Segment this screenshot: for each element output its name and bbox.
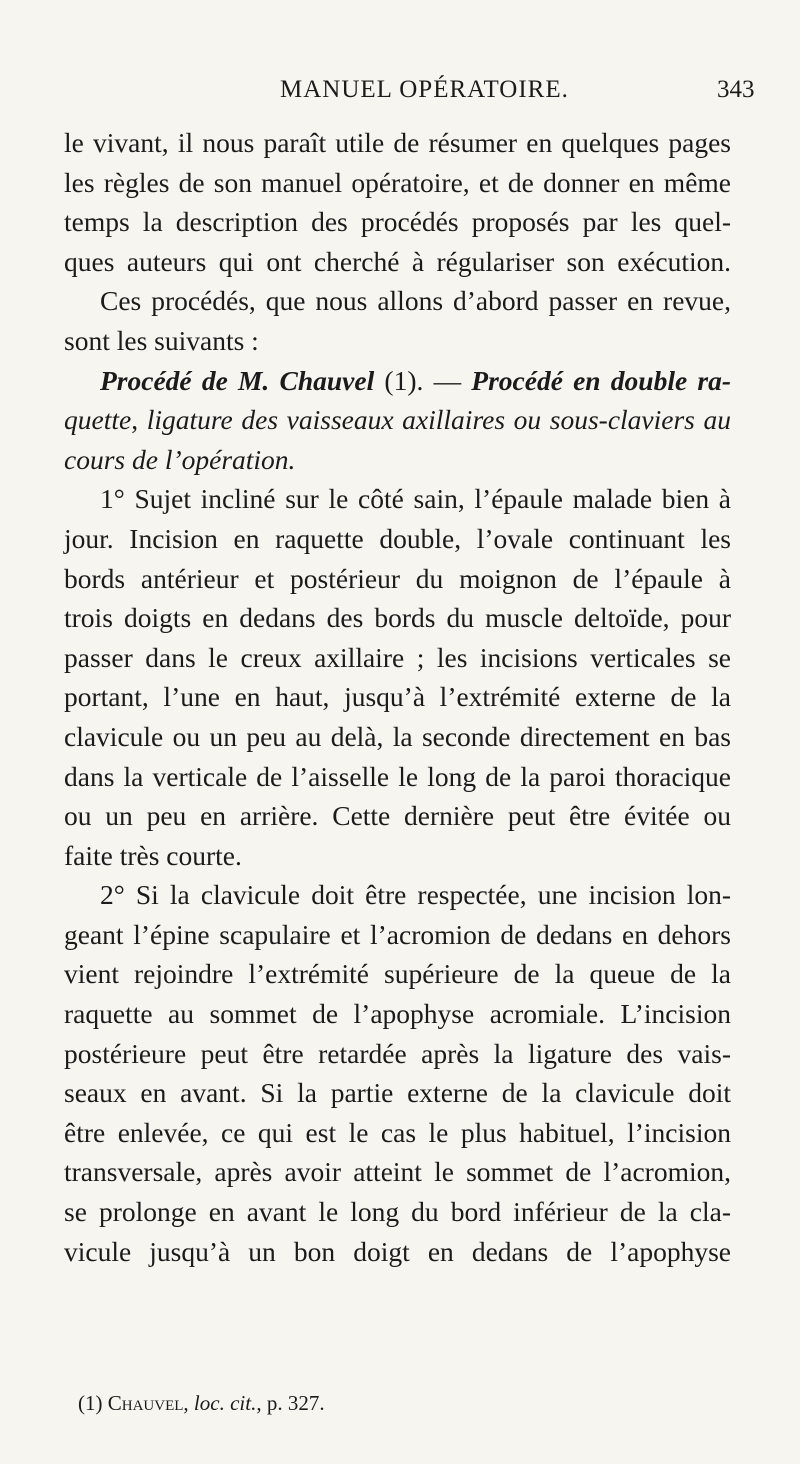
footnote — [78, 1388, 325, 1418]
text-line: seaux en avant. Si la partie externe de la clavicule doit — [64, 1077, 731, 1109]
text-line: passer dans le creux axillaire ; les incisions verticales se — [64, 641, 731, 673]
heading-procedure-double: Procédé en double ra- — [471, 364, 731, 396]
text-line: trois doigts en dedans des bords du muscle deltoïde, pour — [64, 602, 731, 634]
text-line: jour. Incision en raquette double, l’ovale continuant les — [64, 522, 731, 554]
text-line: raquette au sommet de l’apophyse acromiale. L’incision — [64, 998, 731, 1030]
text-line: les règles de son manuel opératoire, et de donner en même — [64, 166, 731, 198]
text-line: portant, l’une en haut, jusqu’à l’extrémité externe de la — [64, 681, 731, 713]
footnote-separator: , — [183, 1391, 194, 1415]
text-line: Ces procédés, que nous allons d’abord passer en revue, — [100, 285, 731, 317]
text-line: temps la description des procédés proposés par les quel- — [64, 206, 731, 238]
text-line: être enlevée, ce qui est le cas le plus habituel, l’incision — [64, 1116, 731, 1148]
footnote-marker: (1) — [78, 1391, 108, 1415]
text-line: vicule jusqu’à un bon doigt en dedans de l’apophyse — [64, 1235, 731, 1267]
heading-comma: , — [131, 404, 147, 436]
text-line: faite très courte. — [64, 839, 242, 871]
text-line: geant l’épine scapulaire et l’acromion de dedans en dehors — [64, 918, 731, 950]
footnote-reference: loc. cit. — [193, 1391, 257, 1415]
text-line: se prolonge en avant le long du bord inférieur de la cla- — [64, 1196, 731, 1228]
text-line: ques auteurs qui ont cherché à régulariser son exécution. — [64, 245, 731, 277]
text-line: postérieure peut être retardée après la ligature des vais- — [64, 1037, 731, 1069]
heading-quette: quette — [64, 404, 132, 436]
page-number: 343 — [717, 76, 755, 103]
text-line: ou un peu en arrière. Cette dernière peut être évitée ou — [64, 800, 731, 832]
text-line: 2° Si la clavicule doit être respectée, une incision lon- — [100, 879, 731, 911]
text-line: clavicule ou un peu au delà, la seconde directement en bas — [64, 720, 731, 752]
text-line: bords antérieur et postérieur du moignon de l’épaule à — [64, 562, 731, 594]
text-line: sont les suivants : — [64, 324, 259, 356]
body-text — [64, 123, 731, 1271]
text-line: 1° Sujet incliné sur le côté sain, l’épaule malade bien à — [100, 483, 731, 515]
running-head — [0, 76, 800, 116]
text-line: dans la verticale de l’aisselle le long de la paroi thoracique — [64, 760, 731, 792]
heading-ligature: ligature des vaisseaux axillaires ou sous-claviers au — [146, 404, 731, 436]
text-line: vient rejoindre l’extrémité supérieure de la queue de la — [64, 958, 731, 990]
section-heading-line: cours de l’opération. — [64, 443, 296, 475]
footnote-ref-dash: (1). — — [374, 364, 472, 396]
footnote-page: , p. 327. — [256, 1391, 325, 1415]
text-line: le vivant, il nous paraît utile de résumer en quelques pages — [64, 127, 731, 158]
footnote-author: Chauvel — [107, 1391, 184, 1415]
section-heading-line — [64, 361, 731, 401]
running-title: MANUEL OPÉRATOIRE. — [280, 76, 569, 103]
heading-procedure-chauvel: Procédé de M. Chauvel — [100, 364, 375, 396]
section-heading-line — [64, 400, 731, 440]
text-line: transversale, après avoir atteint le sommet de l’acromion, — [64, 1156, 731, 1188]
